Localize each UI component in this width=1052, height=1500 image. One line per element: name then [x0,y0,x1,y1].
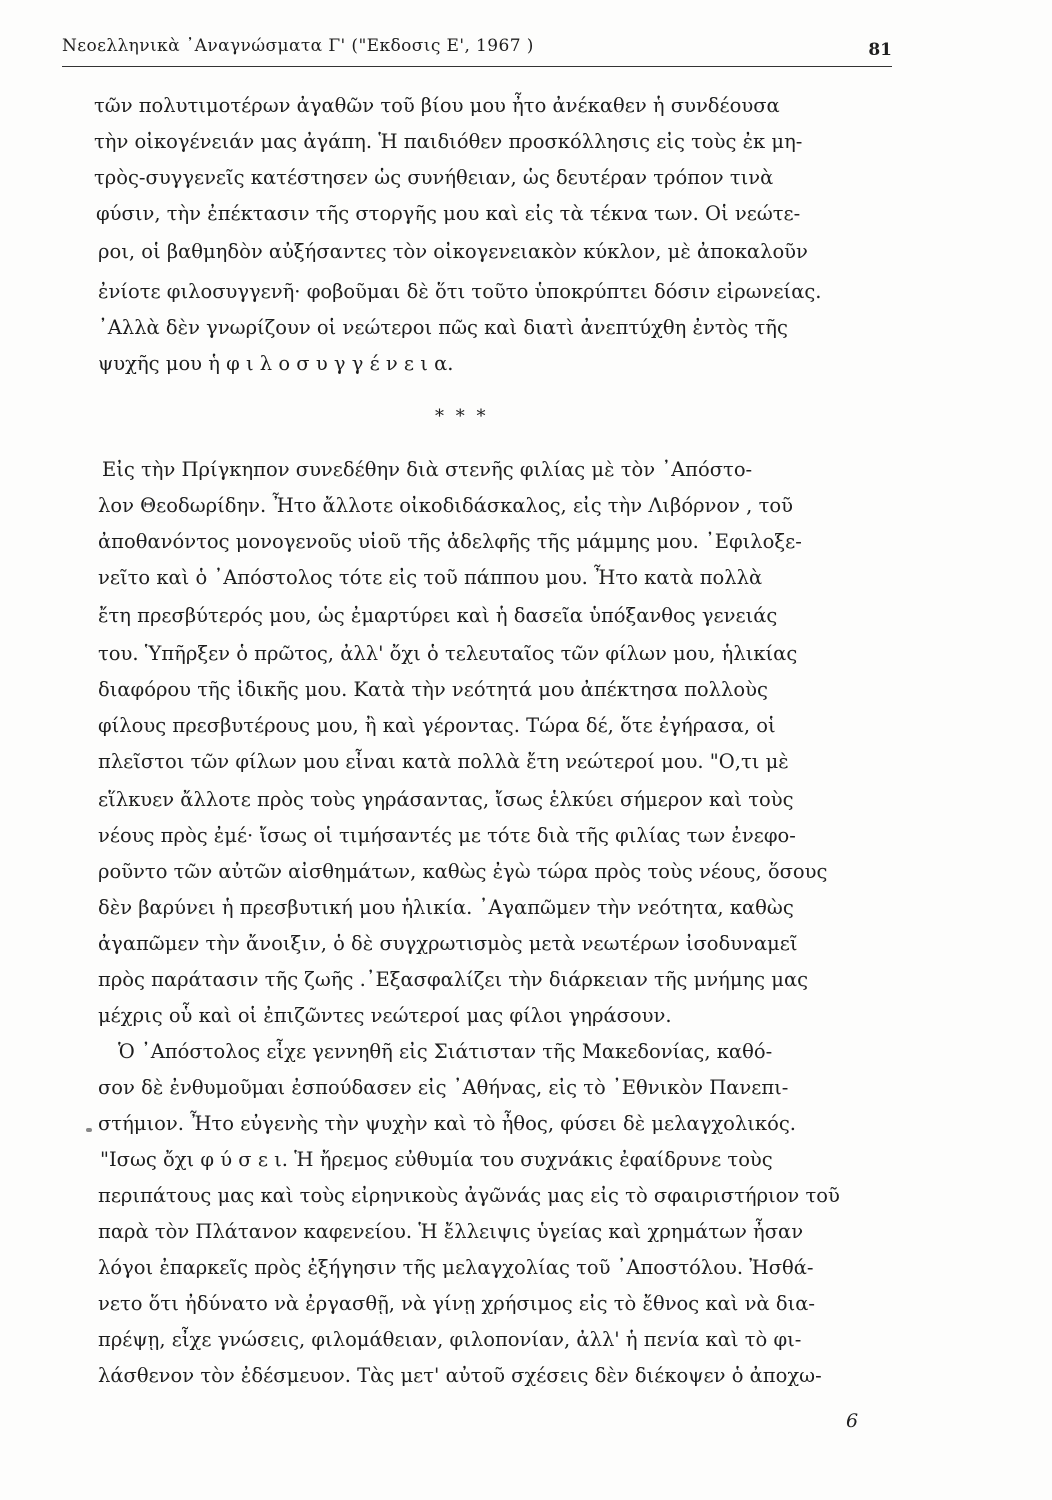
text-line: ἔτη πρεσβύτερός μου, ὡς ἐμαρτύρει καὶ ἡ δασεῖα ὑπόξανθος γενειάς [98,604,778,627]
text-line: εἵλκυεν ἄλλοτε πρὸς τοὺς γηράσαντας, ἴσως ἑλκύει σήμερον καὶ τοὺς [98,788,794,811]
text-line: φύσιν, τὴν ἐπέκτασιν τῆς στοργῆς μου καὶ εἰς τὰ τέκνα των. Οἱ νεώτε- [96,202,801,225]
text-line: νέους πρὸς ἐμέ· ἴσως οἱ τιμήσαντές με τότε διὰ τῆς φιλίας των ἐνεφο- [98,824,796,847]
text-line: μέχρις οὗ καὶ οἱ ἐπιζῶντες νεώτεροί μας φίλοι γηράσουν. [98,1004,672,1027]
text-line: του. Ὑπῆρξεν ὁ πρῶτος, ἀλλ' ὄχι ὁ τελευταῖος τῶν φίλων μου, ἡλικίας [98,642,798,665]
text-line: περιπάτους μας καὶ τοὺς εἰρηνικοὺς ἀγῶνάς μας εἰς τὸ σφαιριστήριον τοῦ [98,1184,840,1207]
page-number: 81 [868,40,892,60]
text-line: ροῦντο τῶν αὐτῶν αἰσθημάτων, καθὼς ἐγὼ τώρα πρὸς τοὺς νέους, ὅσους [98,860,828,883]
text-line: φίλους πρεσβυτέρους μου, ἢ καὶ γέροντας. Τώρα δέ, ὅτε ἐγήρασα, οἱ [98,714,776,737]
scan-speck [86,1128,92,1132]
text-line: λόγοι ἐπαρκεῖς πρὸς ἐξήγησιν τῆς μελαγχολίας τοῦ ᾿Αποστόλου. Ἠσθά- [98,1256,814,1279]
printer-signature: 6 [846,1410,859,1432]
text-line: ψυχῆς μου ἡ φ ι λ ο σ υ γ γ έ ν ε ι α. [98,352,454,375]
section-separator: * * * [435,406,489,427]
text-line: νετο ὅτι ἠδύνατο νὰ ἐργασθῇ, νὰ γίνῃ χρήσιμος εἰς τὸ ἔθνος καὶ νὰ δια- [98,1292,815,1315]
text-line: δὲν βαρύνει ἡ πρεσβυτική μου ἡλικία. ᾿Αγαπῶμεν τὴν νεότητα, καθὼς [98,896,794,919]
text-line: Ὁ ᾿Απόστολος εἶχε γεννηθῆ εἰς Σιάτισταν τῆς Μακεδονίας, καθό- [118,1040,773,1063]
text-line: λον Θεοδωρίδην. Ἦτο ἄλλοτε οἰκοδιδάσκαλος, εἰς τὴν Λιβόρνον , τοῦ [98,494,793,517]
text-line: ᾿Αλλὰ δὲν γνωρίζουν οἱ νεώτεροι πῶς καὶ διατὶ ἀνεπτύχθη ἐντὸς τῆς [98,316,788,339]
text-line: ροι, οἱ βαθμηδὸν αὐξήσαντες τὸν οἰκογενειακὸν κύκλον, μὲ ἀποκαλοῦν [98,240,808,263]
text-line: διαφόρου τῆς ἰδικῆς μου. Κατὰ τὴν νεότητά μου ἀπέκτησα πολλοὺς [98,678,768,701]
text-line: νεῖτο καὶ ὁ ᾿Απόστολος τότε εἰς τοῦ πάππου μου. Ἦτο κατὰ πολλὰ [98,566,763,589]
text-line: λάσθενον τὸν ἐδέσμευον. Τὰς μετ' αὐτοῦ σχέσεις δὲν διέκοψεν ὁ ἀποχω- [98,1364,822,1387]
text-line: ἀποθανόντος μονογενοῦς υἱοῦ τῆς ἀδελφῆς τῆς μάμμης μου. ᾿Εφιλοξε- [98,530,802,553]
text-line: στήμιον. Ἦτο εὐγενὴς τὴν ψυχὴν καὶ τὸ ἦθος, φύσει δὲ μελαγχολικός. [98,1112,796,1135]
text-line: τρὸς-συγγενεῖς κατέστησεν ὡς συνήθειαν, ὡς δευτέραν τρόπον τινὰ [94,166,774,189]
text-line: παρὰ τὸν Πλάτανον καφενείου. Ἡ ἔλλειψις ὑγείας καὶ χρημάτων ἦσαν [98,1220,804,1243]
text-line: σον δὲ ἐνθυμοῦμαι ἐσπούδασεν εἰς ᾿Αθήνας, εἰς τὸ ᾿Εθνικὸν Πανεπι- [98,1076,789,1099]
running-head: Νεοελληνικὰ ᾿Αναγνώσματα Γ' ("Εκδοσις Ε', 1967 ) [62,36,534,56]
text-line: τὴν οἰκογένειάν μας ἀγάπη. Ἡ παιδιόθεν προσκόλλησις εἰς τοὺς ἐκ μη- [94,130,803,153]
text-line: "Ισως ὄχι φ ύ σ ε ι. Ἡ ἤρεμος εὐθυμία του συχνάκις ἐφαίδρυνε τοὺς [100,1148,773,1171]
page-header [62,30,892,67]
text-line: Εἰς τὴν Πρίγκηπον συνεδέθην διὰ στενῆς φιλίας μὲ τὸν ᾿Απόστο- [102,458,753,481]
text-line: πρέψῃ, εἶχε γνώσεις, φιλομάθειαν, φιλοπονίαν, ἀλλ' ἡ πενία καὶ τὸ φι- [98,1328,802,1351]
text-line: τῶν πολυτιμοτέρων ἀγαθῶν τοῦ βίου μου ἦτο ἀνέκαθεν ἡ συνδέουσα [94,94,780,117]
text-line: ἀγαπῶμεν τὴν ἄνοιξιν, ὁ δὲ συγχρωτισμὸς μετὰ νεωτέρων ἰσοδυναμεῖ [98,932,798,955]
text-line: ἐνίοτε φιλοσυγγενῆ· φοβοῦμαι δὲ ὅτι τοῦτο ὑποκρύπτει δόσιν εἰρωνείας. [98,280,822,303]
text-line: πλεῖστοι τῶν φίλων μου εἶναι κατὰ πολλὰ ἔτη νεώτεροί μου. "Ο,τι μὲ [98,750,789,773]
text-line: πρὸς παράτασιν τῆς ζωῆς .᾿Εξασφαλίζει τὴν διάρκειαν τῆς μνήμης μας [98,968,809,991]
